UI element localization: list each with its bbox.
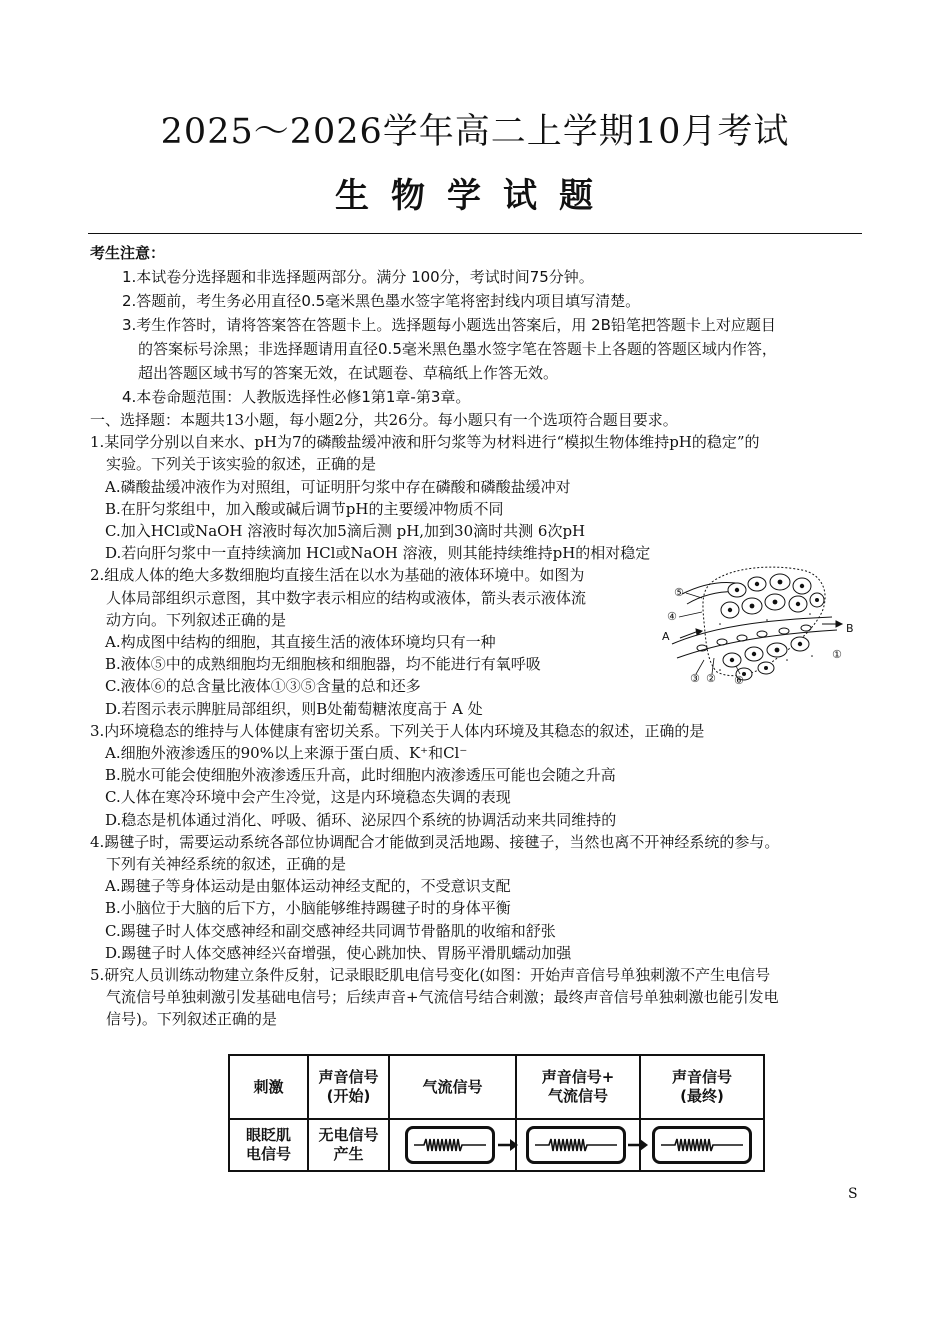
no-signal-cell — [309, 1120, 388, 1170]
col-sound-airflow-line2: 气流信号 — [547, 1087, 608, 1105]
question-stem: 2.组成人体的绝大多数细胞均直接生活在以水为基础的液体环境中。如图为 — [90, 566, 585, 585]
notice-item-continued: 超出答题区域书写的答案无效，在试题卷、草稿纸上作答无效。 — [138, 364, 559, 382]
question-stem: 3.内环境稳态的维持与人体健康有密切关系。下列关于人体内环境及其稳态的叙述，正确的是 — [90, 721, 705, 740]
row-header-stimulus: 刺激 — [253, 1077, 284, 1096]
option-d: D.若向肝匀浆中一直持续滴加 HCl或NaOH 溶液，则其能持续维持pH的相对稳定 — [105, 544, 651, 563]
subject-title: 生物学试题 — [335, 176, 615, 216]
col-sound-final — [641, 1056, 763, 1118]
figure-label-6: ⑥ — [734, 674, 744, 687]
question-stem-continued: 下列有关神经系统的叙述，正确的是 — [106, 855, 347, 874]
row-header-signal-line2: 电信号 — [245, 1145, 291, 1163]
col-sound-start-line1: 声音信号 — [318, 1068, 379, 1086]
notice-item: 4.本卷命题范围：人教版选择性必修1第1章-第3章。 — [122, 388, 471, 406]
option-b: B.脱水可能会使细胞外液渗透压升高，此时细胞内液渗透压可能也会随之升高 — [105, 766, 616, 785]
candidate-notice — [90, 241, 870, 409]
option-c: C.人体在寒冷环境中会产生冷觉，这是内环境稳态失调的表现 — [105, 788, 511, 807]
question-list — [90, 409, 875, 1031]
option-b: B.小脑位于大脑的后下方，小脑能够维持踢毽子时的身体平衡 — [105, 899, 511, 918]
col-sound-start — [309, 1056, 388, 1118]
zigzag-signal-icon — [655, 1129, 749, 1161]
col-sound-final-line1: 声音信号 — [671, 1068, 732, 1086]
header-divider — [88, 233, 862, 234]
figure-label-4: ④ — [667, 610, 677, 623]
notice-item: 1.本试卷分选择题和非选择题两部分。满分 100分，考试时间75分钟。 — [122, 268, 594, 286]
figure-label-2: ② — [706, 672, 716, 685]
notice-item-continued: 的答案标号涂黑；非选择题请用直径0.5毫米黑色墨水签字笔在答题卡上各题的答题区域内作答， — [138, 340, 777, 358]
arrow-icon — [498, 1134, 518, 1156]
notice-item: 2.答题前，考生务必用直径0.5毫米黑色墨水签字笔将密封线内项目填写清楚。 — [122, 292, 641, 310]
option-d: D.若图示表示脾脏局部组织，则B处葡萄糖浓度高于 A 处 — [105, 699, 483, 718]
question-stem-continued: 信号)。下列叙述正确的是 — [106, 1010, 277, 1029]
no-signal-line2: 产生 — [333, 1145, 364, 1163]
col-sound-airflow — [517, 1056, 639, 1118]
question-stem-continued: 气流信号单独刺激引发基础电信号；后续声音+气流信号结合刺激；最终声音信号单独刺激也能引发电 — [106, 988, 779, 1007]
figure-label-3: ③ — [690, 672, 700, 685]
no-signal-line1: 无电信号 — [318, 1126, 379, 1144]
figure-label-a: A — [662, 630, 670, 643]
zigzag-signal-icon — [408, 1129, 492, 1161]
option-b: B.在肝匀浆组中，加入酸或碱后调节pH的主要缓冲物质不同 — [105, 499, 504, 518]
option-a: A.细胞外液渗透压的90%以上来源于蛋白质、K⁺和Cl⁻ — [105, 744, 468, 763]
arrow-icon — [628, 1134, 648, 1156]
question-3 — [90, 720, 875, 831]
question-stem: 4.踢毽子时，需要运动系统各部位协调配合才能做到灵活地踢、接毽子，当然也离不开神经系统的参与。 — [90, 832, 780, 851]
option-c: C.踢毽子时人体交感神经和副交感神经共同调节骨骼肌的收缩和舒张 — [105, 921, 556, 940]
option-d: D.稳态是机体通过消化、呼吸、循环、泌尿四个系统的协调活动来共同维持的 — [105, 810, 617, 829]
figure-label-b: B — [846, 622, 854, 635]
signal-trace-final — [652, 1126, 752, 1164]
question-stem-continued: 人体局部组织示意图，其中数字表示相应的结构或液体，箭头表示液体流 — [106, 588, 587, 607]
section-heading: 一、选择题：本题共13小题，每小题2分，共26分。每小题只有一个选项符合题目要求。 — [90, 411, 678, 429]
col-airflow: 气流信号 — [422, 1077, 483, 1096]
zigzag-signal-icon — [529, 1129, 623, 1161]
question-stem: 1.某同学分别以自来水、pH为7的磷酸盐缓冲液和肝匀浆等为材料进行“模拟生物体维持pH的稳定”的 — [90, 433, 760, 452]
col-sound-final-line2: (最终) — [680, 1087, 724, 1105]
col-sound-start-line2: (开始) — [326, 1087, 371, 1105]
question-4 — [90, 831, 875, 964]
question-stem-continued: 实验。下列关于该实验的叙述，正确的是 — [106, 455, 377, 474]
option-a: A.踢毽子等身体运动是由躯体运动神经支配的，不受意识支配 — [105, 877, 511, 896]
signal-trace-combined — [526, 1126, 626, 1164]
question-5 — [90, 964, 875, 1031]
notice-item: 3.考生作答时，请将答案答在答题卡上。选择题每小题选出答案后，用 2B铅笔把答题卡上对应题目 — [122, 316, 776, 334]
col-sound-airflow-line1: 声音信号+ — [541, 1068, 615, 1086]
notice-heading: 考生注意： — [90, 244, 166, 262]
option-a: A.构成图中结构的细胞，其直接生活的液体环境均只有一种 — [105, 633, 496, 652]
row-header-signal — [230, 1120, 307, 1170]
row-header-signal-line1: 眼眨肌 — [245, 1126, 291, 1144]
figure-label-5: ⑤ — [674, 586, 684, 599]
option-c: C.加入HCl或NaOH 溶液时每次加5滴后测 pH,加到30滴时共测 6次pH — [105, 522, 586, 541]
option-a: A.磷酸盐缓冲液作为对照组，可证明肝匀浆中存在磷酸和磷酸盐缓冲对 — [105, 477, 571, 496]
conditioning-table — [228, 1054, 765, 1172]
option-b: B.液体⑤中的成熟细胞均无细胞核和细胞器，均不能进行有氧呼吸 — [105, 655, 541, 674]
exam-title: 2025～2026学年高二上学期10月考试 — [160, 112, 790, 152]
figure-label-1: ① — [832, 648, 842, 661]
question-stem-continued: 动方向。下列叙述正确的是 — [106, 610, 287, 629]
question-1 — [90, 431, 875, 564]
question-stem: 5.研究人员训练动物建立条件反射，记录眼眨肌电信号变化(如图：开始声音信号单独刺激不产生电信号 — [90, 966, 771, 985]
option-c: C.液体⑥的总含量比液体①③⑤含量的总和还多 — [105, 677, 421, 696]
signal-trace-airflow — [405, 1126, 495, 1164]
page-mark: S — [848, 1186, 858, 1202]
option-d: D.踢毽子时人体交感神经兴奋增强，使心跳加快、胃肠平滑肌蠕动加强 — [105, 943, 572, 962]
tissue-diagram — [662, 562, 862, 690]
